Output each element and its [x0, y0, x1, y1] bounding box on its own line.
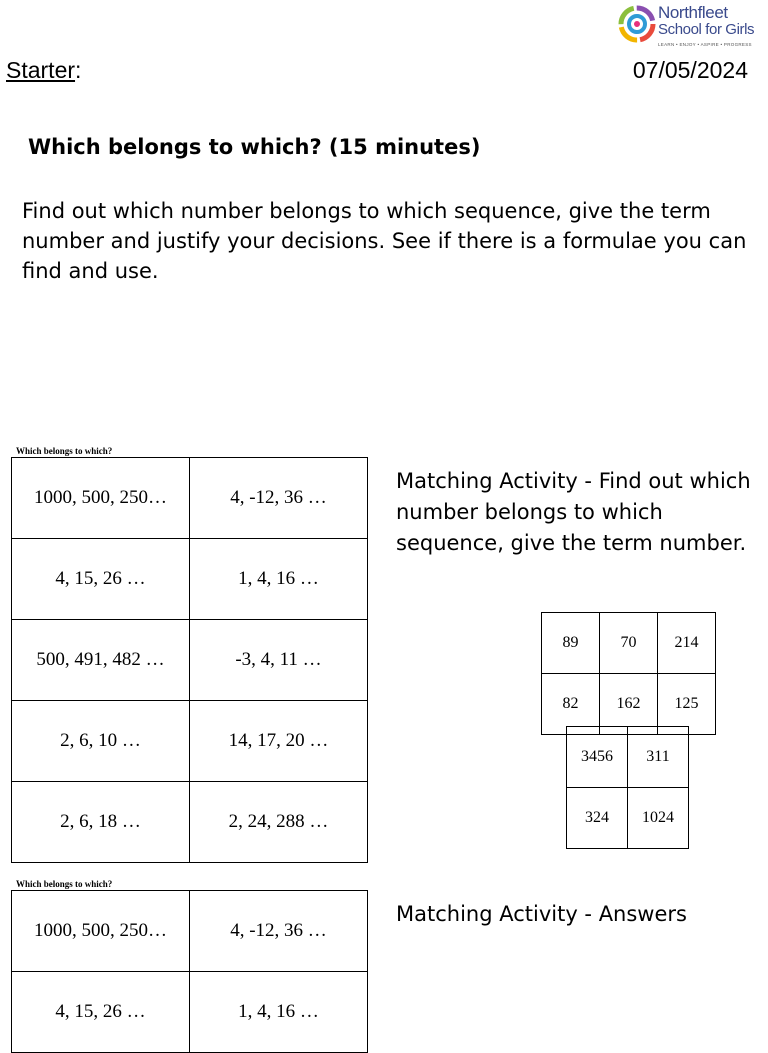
- task-instructions: Find out which number belongs to which sequence, give the term number and justify your decisions. See if there is a formulae you can find and use.: [22, 199, 747, 283]
- number-cell: 214: [658, 613, 716, 674]
- sequence-cell: 1, 4, 16 …: [190, 539, 368, 620]
- task-heading: Which belongs to which? (15 minutes): [28, 135, 481, 159]
- number-cell: 70: [600, 613, 658, 674]
- number-cell: 82: [542, 674, 600, 735]
- sequence-cell: 4, 15, 26 …: [12, 539, 190, 620]
- table-row: [542, 613, 716, 674]
- sequence-cell: 1000, 500, 250…: [12, 458, 190, 539]
- number-cell: 162: [600, 674, 658, 735]
- worksheet2-label: Which belongs to which?: [16, 879, 113, 889]
- number-cell: 311: [628, 727, 689, 788]
- sequence-cell: 1000, 500, 250…: [12, 891, 190, 972]
- table-row: [12, 458, 368, 539]
- answers-heading: Matching Activity - Answers: [396, 902, 687, 926]
- number-cell: 89: [542, 613, 600, 674]
- numbers-table-bottom: [566, 726, 689, 849]
- worksheet2-table: [11, 890, 368, 1053]
- starter-word: Starter: [6, 57, 76, 83]
- sequence-cell: 2, 6, 18 …: [12, 782, 190, 863]
- sequence-cell: 14, 17, 20 …: [190, 701, 368, 782]
- sequence-cell: 1, 4, 16 …: [190, 972, 368, 1053]
- number-cell: 3456: [567, 727, 628, 788]
- sequence-cell: 2, 6, 10 …: [12, 701, 190, 782]
- sequence-cell: -3, 4, 11 …: [190, 620, 368, 701]
- date-text: 07/05/2024: [632, 57, 748, 83]
- logo-name-line1: Northfleet: [658, 3, 728, 22]
- sequence-cell: 4, -12, 36 …: [190, 458, 368, 539]
- table-row: [567, 727, 689, 788]
- number-cell: 1024: [628, 788, 689, 849]
- table-row: [12, 539, 368, 620]
- numbers-table-top: [541, 612, 716, 735]
- logo-tagline: LEARN • ENJOY • ASPIRE • PROGRESS: [658, 42, 752, 47]
- number-cell: 324: [567, 788, 628, 849]
- sequence-cell: 500, 491, 482 …: [12, 620, 190, 701]
- table-row: [567, 788, 689, 849]
- table-row: [12, 891, 368, 972]
- starter-label: Starter:: [6, 57, 82, 83]
- matching-instructions: Matching Activity - Find out which number belongs to which sequence, give the term number.: [396, 469, 751, 555]
- table-row: [12, 620, 368, 701]
- number-cell: 125: [658, 674, 716, 735]
- worksheet1-table: [11, 457, 368, 863]
- table-row: [12, 701, 368, 782]
- logo-name-line2: School for Girls: [658, 21, 755, 38]
- table-row: [12, 782, 368, 863]
- school-logo: [618, 4, 766, 52]
- table-row: [12, 972, 368, 1053]
- sequence-cell: 4, 15, 26 …: [12, 972, 190, 1053]
- sequence-cell: 4, -12, 36 …: [190, 891, 368, 972]
- logo-emblem-icon: [618, 4, 656, 44]
- worksheet1-label: Which belongs to which?: [16, 446, 113, 456]
- sequence-cell: 2, 24, 288 …: [190, 782, 368, 863]
